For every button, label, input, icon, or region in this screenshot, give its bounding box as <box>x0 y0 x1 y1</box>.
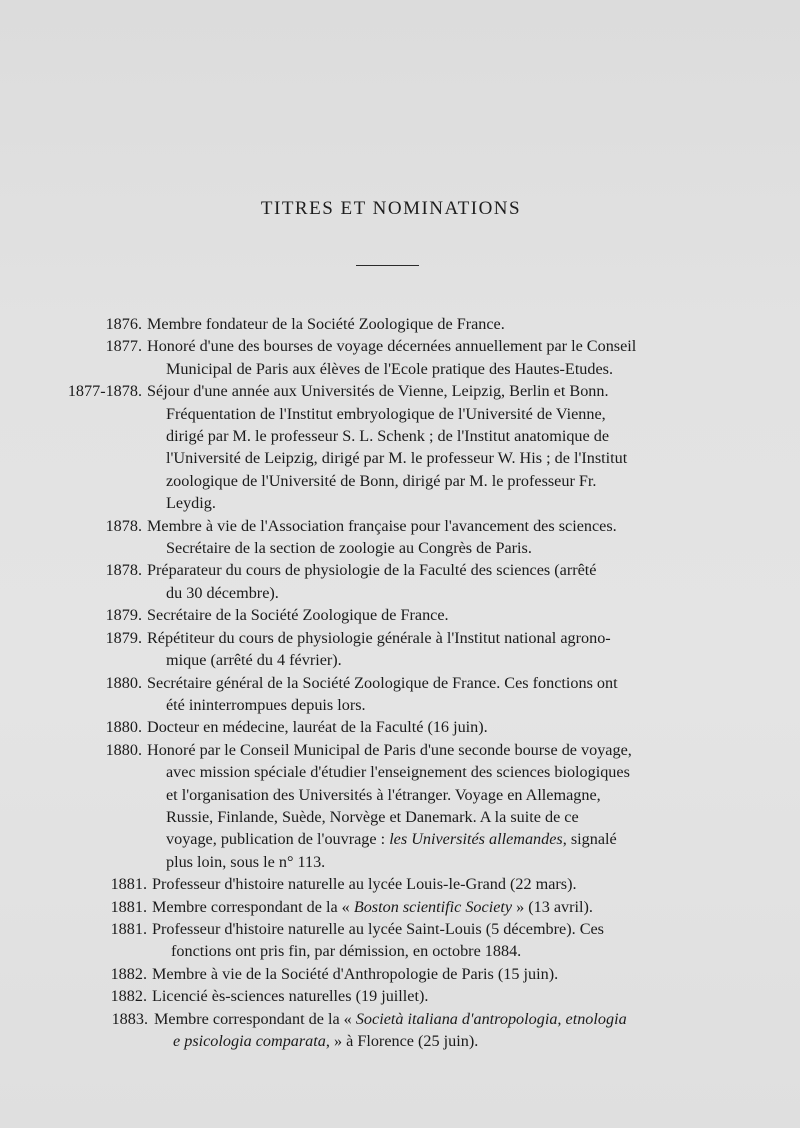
entry-year: 1880. <box>105 718 142 737</box>
entry-line: avec mission spéciale d'étudier l'enseignement des sciences biologiques <box>166 763 630 782</box>
entry-line: Répétiteur du cours de physiologie générale à l'Institut national agrono- <box>147 628 611 647</box>
entry-year: 1876. <box>105 315 142 333</box>
entry-line <box>154 1030 732 1052</box>
entry-text <box>147 627 728 672</box>
entry-1876 <box>0 313 800 335</box>
entry-line-part: voyage, publication de l'ouvrage : <box>166 830 390 849</box>
entry-1878-b <box>0 559 800 604</box>
page-title: TITRES ET NOMINATIONS <box>260 198 522 219</box>
entry-1877-1878 <box>0 380 800 514</box>
entry-line: Secrétaire de la Société Zoologique de France. <box>147 606 449 625</box>
entry-line: Préparateur du cours de physiologie de la Faculté des sciences (arrêté <box>147 561 597 580</box>
entry-line: été ininterrompues depuis lors. <box>166 695 366 714</box>
society-name: Società italiana d'antropologia, etnologia <box>355 1009 627 1028</box>
entry-1878-a <box>0 515 800 560</box>
entry-year: 1878. <box>105 516 142 535</box>
entry-line-part: Membre correspondant de la « <box>154 1009 356 1028</box>
entry-1879-a <box>0 604 800 626</box>
entry-year: 1879. <box>105 628 142 647</box>
entry-line <box>154 1008 732 1030</box>
publication-title: les Universités allemandes <box>389 830 563 849</box>
entry-1881-a <box>0 873 800 895</box>
entry-line: Secrétaire de la section de zoologie au Congrès de Paris. <box>166 539 532 558</box>
entry-line: Professeur d'histoire naturelle au lycée Saint-Louis (5 décembre). Ces <box>152 919 604 938</box>
entry-text <box>147 604 728 626</box>
entry-year: 1880. <box>105 673 142 692</box>
entry-line-part: , » à Florence (25 juin). <box>325 1032 479 1050</box>
entry-line: fonctions ont pris fin, par démission, en octobre 1884. <box>171 942 522 961</box>
entry-line: zoologique de l'Université de Bonn, dirigé par M. le professeur Fr. <box>166 471 597 490</box>
entry-line: mique (arrêté du 4 février). <box>166 651 342 670</box>
entry-line: Membre à vie de la Société d'Anthropologie de Paris (15 juin). <box>152 964 559 983</box>
entry-text <box>152 896 733 918</box>
entry-1879-b <box>0 627 800 672</box>
entry-text <box>147 716 728 738</box>
entry-text <box>147 515 728 560</box>
society-name-cont: e psicologia comparata <box>173 1032 326 1050</box>
title-divider <box>356 265 419 266</box>
entry-line: l'Université de Leipzig, dirigé par M. le professeur W. His ; de l'Institut <box>166 449 628 468</box>
entry-text <box>147 559 728 604</box>
entry-year: 1877-1878. <box>67 382 142 401</box>
entry-text <box>154 1008 732 1053</box>
entry-line: dirigé par M. le professeur S. L. Schenk ; de l'Institut anatomique de <box>166 427 610 446</box>
entry-line-part: Membre correspondant de la « <box>152 897 354 916</box>
entry-1881-b <box>0 896 800 918</box>
entry-1883 <box>0 1008 800 1053</box>
entry-1880-a <box>0 672 800 717</box>
entries-list <box>0 313 800 1052</box>
entry-year: 1883. <box>111 1009 148 1028</box>
entry-line <box>152 896 733 918</box>
entry-text <box>152 873 733 895</box>
entry-line: du 30 décembre). <box>166 583 279 602</box>
entry-line: Membre fondateur de la Société Zoologique de France. <box>147 315 505 333</box>
entry-line: et l'organisation des Universités à l'étranger. Voyage en Allemagne, <box>166 785 601 804</box>
entry-text <box>147 380 728 514</box>
entry-year: 1881. <box>110 919 147 938</box>
entry-line: Municipal de Paris aux élèves de l'Ecole pratique des Hautes-Etudes. <box>166 359 614 378</box>
entry-1880-c <box>0 739 800 873</box>
entry-text <box>147 672 728 717</box>
entry-line: Honoré d'une des bourses de voyage décernées annuellement par le Conseil <box>147 337 637 356</box>
entry-year: 1882. <box>110 964 147 983</box>
entry-year: 1880. <box>105 740 142 759</box>
entry-text <box>147 313 728 335</box>
entry-text <box>147 335 728 380</box>
entry-line: Licencié ès-sciences naturelles (19 juillet). <box>152 987 429 1006</box>
entry-line-part: » (13 avril). <box>512 897 593 916</box>
entry-text <box>152 918 733 963</box>
entry-1882-a <box>0 963 800 985</box>
entry-text <box>152 963 733 985</box>
entry-year: 1878. <box>105 561 142 580</box>
entry-1881-c <box>0 918 800 963</box>
entry-line-part: , signalé <box>562 830 617 849</box>
entry-year: 1879. <box>105 606 142 625</box>
entry-line: Membre à vie de l'Association française pour l'avancement des sciences. <box>147 516 617 535</box>
entry-1882-b <box>0 985 800 1007</box>
entry-line: Russie, Finlande, Suède, Norvège et Danemark. A la suite de ce <box>166 807 579 826</box>
entry-year: 1881. <box>110 897 147 916</box>
entry-text <box>152 985 733 1007</box>
entry-line: Séjour d'une année aux Universités de Vienne, Leipzig, Berlin et Bonn. <box>147 382 609 401</box>
entry-line: Secrétaire général de la Société Zoologique de France. Ces fonctions ont <box>147 673 618 692</box>
entry-year: 1882. <box>110 987 147 1006</box>
entry-line: Fréquentation de l'Institut embryologique de l'Université de Vienne, <box>166 404 606 423</box>
society-name: Boston scientific Society <box>353 897 513 916</box>
entry-line: plus loin, sous le n° 113. <box>166 852 326 871</box>
entry-line: Leydig. <box>166 494 216 513</box>
entry-text <box>147 739 728 873</box>
entry-line: Honoré par le Conseil Municipal de Paris d'une seconde bourse de voyage, <box>147 740 632 759</box>
entry-1877 <box>0 335 800 380</box>
entry-line: Professeur d'histoire naturelle au lycée Louis-le-Grand (22 mars). <box>152 875 577 894</box>
entry-year: 1881. <box>110 875 147 894</box>
entry-line <box>147 828 728 850</box>
entry-line: Docteur en médecine, lauréat de la Faculté (16 juin). <box>147 718 488 737</box>
entry-year: 1877. <box>105 337 142 356</box>
entry-1880-b <box>0 716 800 738</box>
